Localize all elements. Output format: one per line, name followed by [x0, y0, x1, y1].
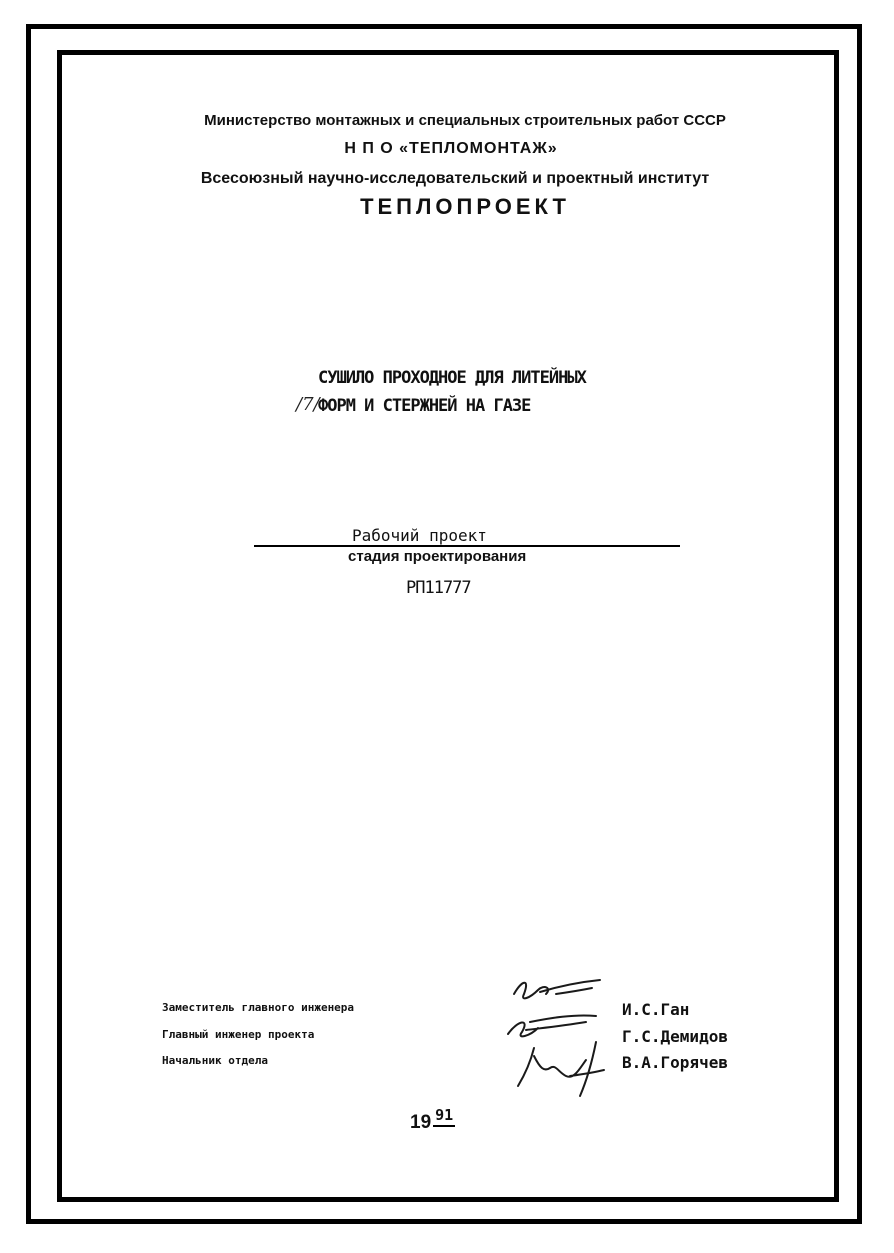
signatory-role-deputy-chief-engineer: Заместитель главного инженера: [162, 1001, 355, 1014]
signature-goryachev: [518, 1042, 604, 1096]
handwritten-mark: /7/: [296, 394, 320, 415]
year-prefix: 19: [410, 1112, 432, 1133]
signatory-name-gan: И.С.Ган: [622, 1000, 690, 1019]
ministry-name: Министерство монтажных и специальных строительных работ СССР: [204, 112, 726, 129]
stage-value: Рабочий проект: [352, 526, 487, 545]
signature-demidov: [508, 1015, 596, 1036]
handwritten-signatures: [500, 972, 612, 1102]
stage-underline: [254, 545, 680, 547]
document-title-line-2: ФОРМ И СТЕРЖНЕЙ НА ГАЗЕ: [318, 396, 531, 416]
institute-name: ТЕПЛОПРОЕКТ: [360, 194, 570, 219]
stage-label: стадия проектирования: [348, 548, 527, 565]
signatory-role-chief-project-engineer: Главный инженер проекта: [162, 1028, 315, 1041]
document-title-line-1: СУШИЛО ПРОХОДНОЕ ДЛЯ ЛИТЕЙНЫХ: [318, 368, 586, 388]
year-suffix: 91: [433, 1106, 455, 1127]
institute-description: Всесоюзный научно-исследовательский и проектный институт: [200, 170, 710, 187]
signature-gan: [514, 980, 600, 998]
signatory-name-goryachev: В.А.Горячев: [622, 1053, 728, 1072]
signatory-name-demidov: Г.С.Демидов: [622, 1027, 728, 1046]
document-year: [410, 1106, 454, 1135]
project-code: РП11777: [406, 578, 471, 598]
npo-name: Н П О «ТЕПЛОМОНТАЖ»: [344, 140, 558, 157]
signatory-role-department-head: Начальник отдела: [162, 1054, 268, 1067]
